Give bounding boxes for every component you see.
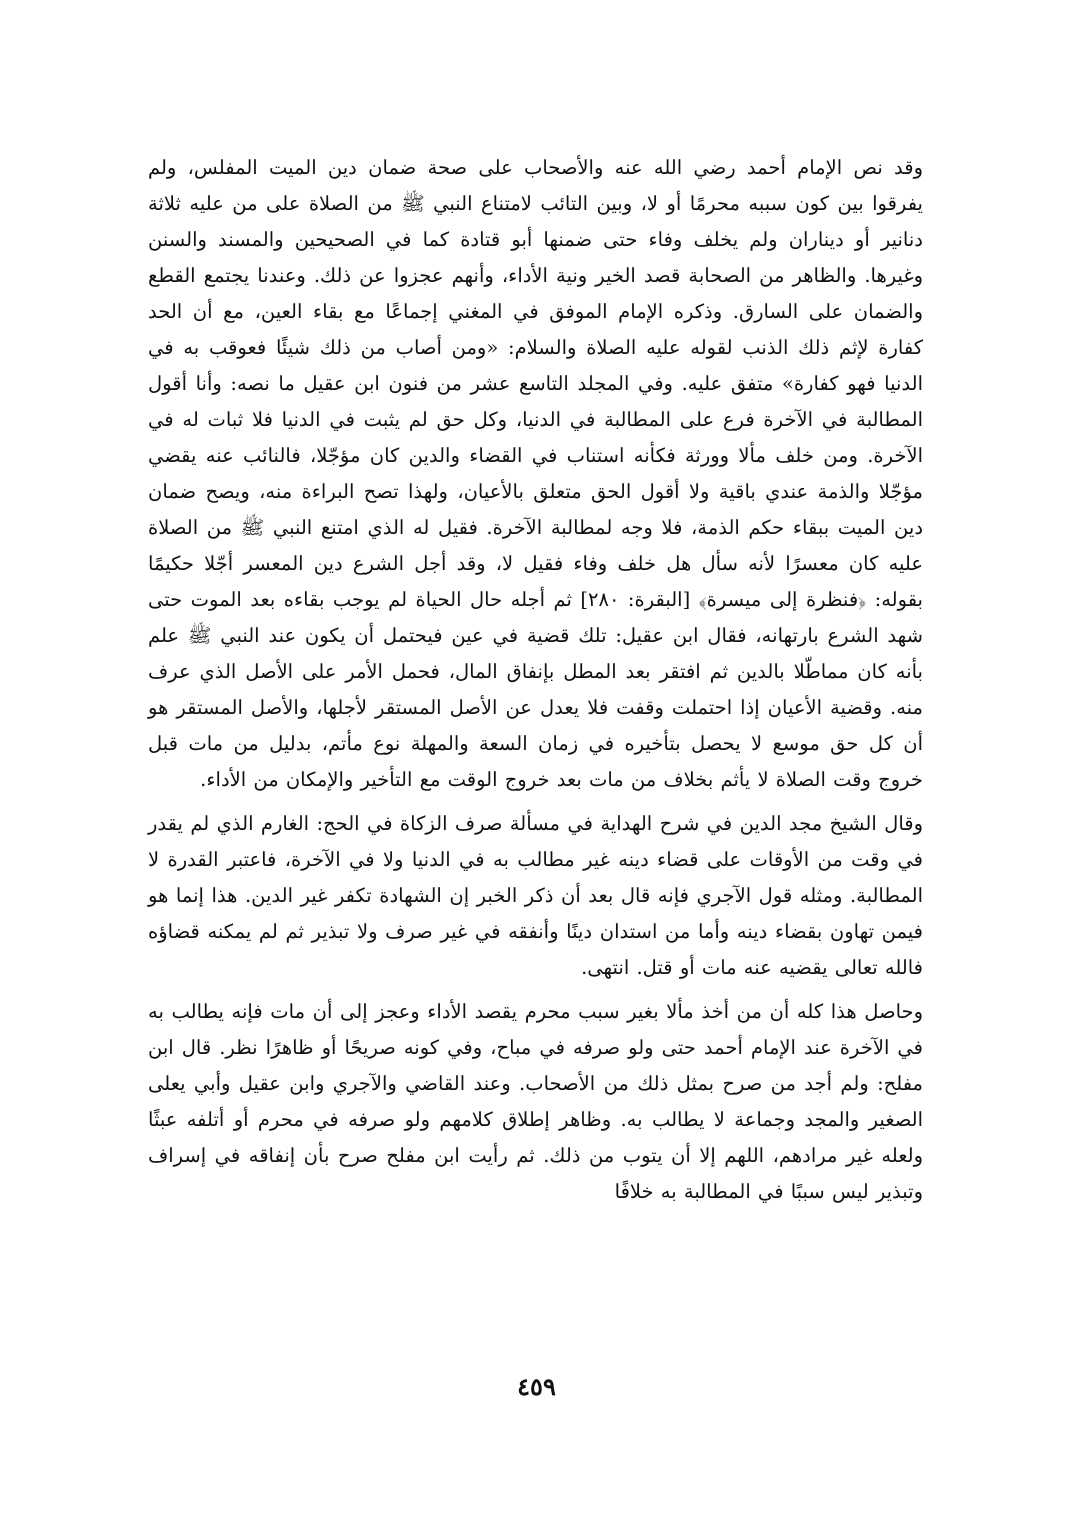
page-number: ٤٥٩ bbox=[517, 1372, 556, 1401]
page-text-block bbox=[148, 150, 923, 1210]
paragraph-3: وحاصل هذا كله أن من أخذ مألا بغير سبب محرم يقصد الأداء وعجز إلى أن مات فإنه يطالب به في الآخرة عند الإمام أحمد حتى ولو صرفه في مباح، وفي كونه صريحًا أو ظاهرًا نظر. قال ابن مفلح: ولم أجد من صرح بمثل ذلك من الأصحاب. وعند القاضي والآجري وابن عقيل وأبي يعلى الصغير والمجد وجماعة لا يطالب به. وظاهر إطلاق كلامهم ولو صرفه في محرم أو أتلفه عبثًا ولعله غير مرادهم، اللهم إلا أن يتوب من ذلك. ثم رأيت ابن مفلح صرح بأن إنفاقه في إسراف وتبذير ليس سببًا في المطالبة به خلافًا bbox=[148, 1000, 923, 1203]
paragraph-1: وقد نص الإمام أحمد رضي الله عنه والأصحاب على صحة ضمان دين الميت المفلس، ولم يفرقوا بين كون سببه محرمًا أو لا، وبين التائب لامتناع النبي ﷺ من الصلاة على من عليه ثلاثة دنانير أو ديناران ولم يخلف وفاء حتى ضمنها أبو قتادة كما في الصحيحين والمسند والسنن وغيرها. والظاهر من الصحابة قصد الخير ونية الأداء، وأنهم عجزوا عن ذلك. وعندنا يجتمع القطع والضمان على السارق. وذكره الإمام الموفق في المغني إجماعًا مع بقاء العين، مع أن الحد كفارة لإثم ذلك الذنب لقوله عليه الصلاة والسلام: «ومن أصاب من ذلك شيئًا فعوقب به في الدنيا فهو كفارة» متفق عليه. وفي المجلد التاسع عشر من فنون ابن عقيل ما نصه: وأنا أقول المطالبة في الآخرة فرع على المطالبة في الدنيا، وكل حق لم يثبت في الدنيا فلا ثبات له في الآخرة. ومن خلف مألا وورثة فكأنه استناب في القضاء والدين كان مؤجّلا، فالنائب عنه يقضي مؤجّلا والذمة عندي باقية ولا أقول الحق متعلق بالأعيان، ولهذا تصح البراءة منه، ويصح ضمان دين الميت ببقاء حكم الذمة، فلا وجه لمطالبة الآخرة. فقيل له الذي امتنع النبي ﷺ من الصلاة عليه كان معسرًا لأنه سأل هل خلف وفاء فقيل لا، وقد أجل الشرع دين المعسر أجّلا حكيمًا بقوله: ﴿فنظرة إلى ميسرة﴾ [البقرة: ٢٨٠] ثم أجله حال الحياة لم يوجب بقاءه بعد الموت حتى شهد الشرع بارتهانه، فقال ابن عقيل: تلك قضية في عين فيحتمل أن يكون عند النبي ﷺ علم بأنه كان مماطّلا بالدين ثم افتقر بعد المطل بإنفاق المال، فحمل الأمر على الأصل الذي عرف منه. وقضية الأعيان إذا احتملت وقفت فلا يعدل عن الأصل المستقر لأجلها، والأصل المستقر هو أن كل حق موسع لا يحصل بتأخيره في زمان السعة والمهلة نوع مأتم، بدليل من مات قبل خروج وقت الصلاة لا يأثم بخلاف من مات بعد خروج الوقت مع التأخير والإمكان من الأداء. bbox=[148, 156, 923, 791]
paragraph-2: وقال الشيخ مجد الدين في شرح الهداية في مسألة صرف الزكاة في الحج: الغارم الذي لم يقدر في وقت من الأوقات على قضاء دينه غير مطالب به في الدنيا ولا في الآخرة، فاعتبر القدرة لا المطالبة. ومثله قول الآجري فإنه قال بعد أن ذكر الخبر إن الشهادة تكفر غير الدين. هذا إنما هو فيمن تهاون بقضاء دينه وأما من استدان دينًا وأنفقه في غير صرف ولا تبذير ثم لم يمكنه قضاؤه فالله تعالى يقضيه عنه مات أو قتل. انتهى. bbox=[148, 812, 923, 979]
